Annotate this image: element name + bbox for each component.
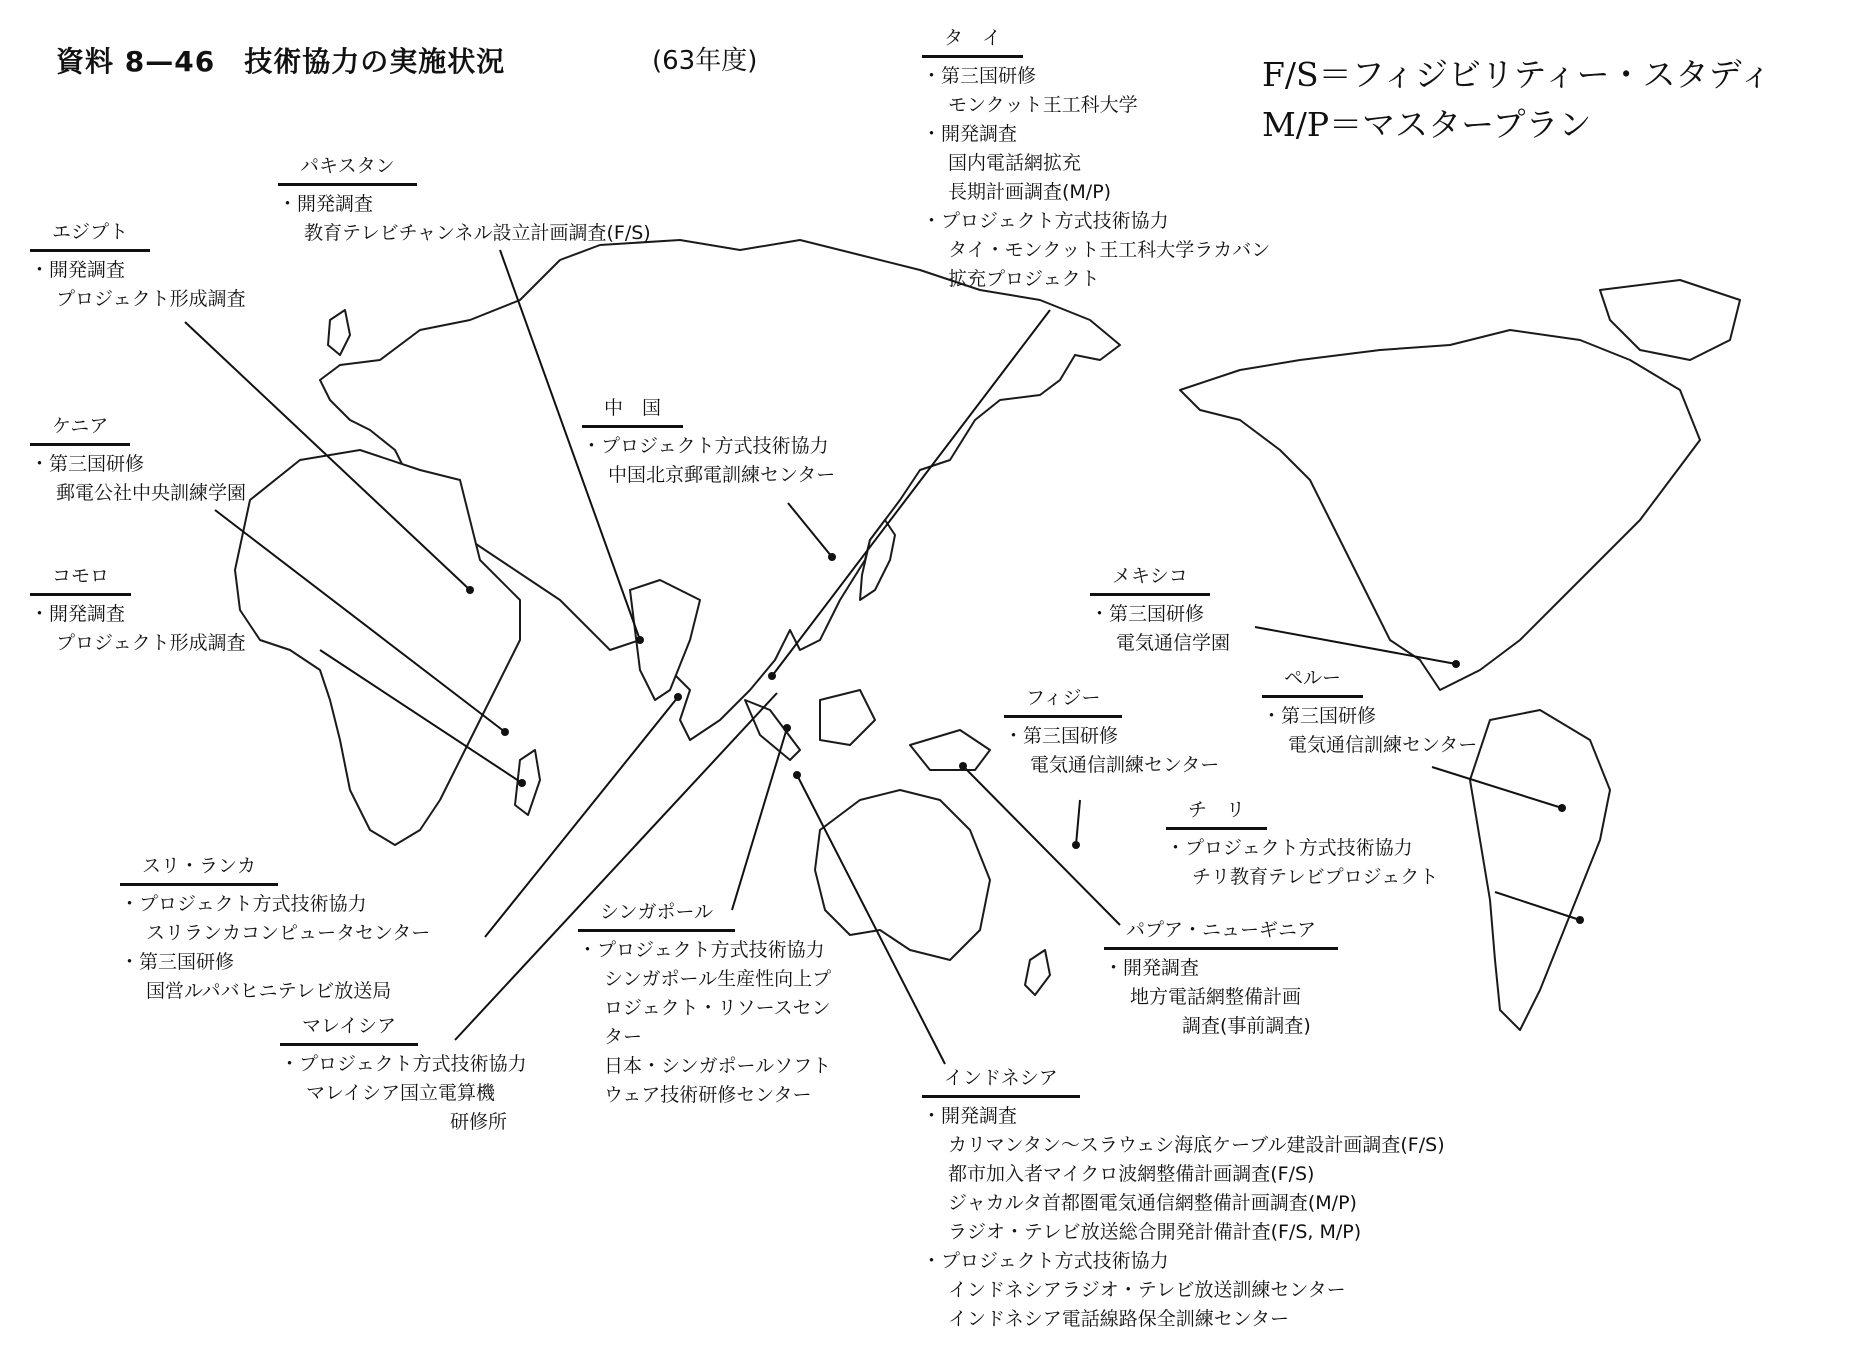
- category-label: ・ 開発調査: [30, 600, 246, 629]
- country-name: ケニア: [30, 412, 130, 446]
- project-label: タイ・モンクット王工科大学ラカバン: [948, 239, 1271, 261]
- country-box-peru: [1262, 664, 1477, 760]
- category-label: ・ プロジェクト方式技術協力: [922, 1247, 1445, 1276]
- location-dot-srilanka: [674, 693, 682, 701]
- project-label: 国営ルパバヒニテレビ放送局: [146, 980, 392, 1002]
- project-label: 電気通信訓練センター: [1030, 754, 1220, 776]
- project-label: スリランカコンピュータセンター: [146, 922, 431, 944]
- category-label: ・ 開発調査: [1104, 954, 1338, 983]
- country-name: インドネシア: [922, 1064, 1080, 1098]
- country-name: パキスタン: [278, 152, 417, 186]
- location-dot-indonesia: [793, 771, 801, 779]
- project-label: ター: [604, 1026, 643, 1048]
- country-name: エジプト: [30, 218, 150, 252]
- country-name: チ リ: [1166, 796, 1267, 830]
- location-dot-png: [959, 762, 967, 770]
- country-box-png: [1104, 916, 1338, 1041]
- sumatra-island: [745, 700, 800, 760]
- location-dot-thailand: [768, 672, 776, 680]
- project-label: 中国北京郵電訓練センター: [608, 464, 836, 486]
- country-box-comoros: [30, 562, 246, 658]
- location-dot-egypt: [466, 586, 474, 594]
- location-dot-pakistan: [636, 636, 644, 644]
- category-label: ・ 第三国研修: [1262, 702, 1477, 731]
- legend-mp: M/P＝マスタープラン: [1262, 105, 1592, 144]
- country-name: ペルー: [1262, 664, 1363, 698]
- category-label: ・ 開発調査: [922, 120, 1270, 149]
- category-label: ・ 第三国研修: [30, 450, 246, 479]
- country-name: 中 国: [582, 394, 683, 428]
- new-zealand-island: [1025, 950, 1050, 995]
- fiscal-year: (63年度): [652, 46, 758, 76]
- legend-fs: F/S＝フィジビリティー・スタディ: [1262, 55, 1773, 94]
- country-box-singapore: [578, 898, 831, 1110]
- project-label: インドネシアラジオ・テレビ放送訓練センター: [948, 1279, 1346, 1301]
- country-box-pakistan: [278, 152, 651, 248]
- project-label: ラジオ・テレビ放送総合開発計備計査(F/S, M/P): [948, 1221, 1362, 1243]
- country-box-fiji: [1004, 684, 1219, 780]
- new-guinea-island: [910, 730, 990, 770]
- location-dot-fiji: [1072, 841, 1080, 849]
- location-dot-peru: [1558, 804, 1566, 812]
- country-name: メキシコ: [1090, 562, 1210, 596]
- country-box-egypt: [30, 218, 246, 314]
- project-label: 長期計画調査(M/P): [948, 181, 1112, 203]
- project-label: モンクット王工科大学: [948, 94, 1138, 116]
- country-name: フィジー: [1004, 684, 1122, 718]
- country-box-thailand: [922, 24, 1270, 294]
- category-label: ・ プロジェクト方式技術協力: [922, 207, 1270, 236]
- category-label: ・ プロジェクト方式技術協力: [578, 936, 831, 965]
- category-label: ・ プロジェクト方式技術協力: [120, 890, 430, 919]
- category-label: ・ 開発調査: [30, 256, 246, 285]
- country-name: シンガポール: [578, 898, 735, 932]
- project-label: 電気通信訓練センター: [1288, 734, 1478, 756]
- country-box-mexico: [1090, 562, 1230, 658]
- category-label: ・ 第三国研修: [1090, 600, 1230, 629]
- country-name: コモロ: [30, 562, 131, 596]
- country-name: マレイシア: [280, 1012, 418, 1046]
- project-label: 調査(事前調査): [1182, 1015, 1311, 1037]
- project-label: 地方電話網整備計画: [1130, 986, 1302, 1008]
- leader-line-fiji: [1076, 800, 1080, 845]
- country-box-kenya: [30, 412, 246, 508]
- category-label: ・ 開発調査: [278, 190, 651, 219]
- australia-landmass: [815, 790, 990, 960]
- category-label: ・ 開発調査: [922, 1102, 1445, 1131]
- location-dot-comoros: [518, 779, 526, 787]
- category-label: ・ 第三国研修: [120, 948, 430, 977]
- page-title: 資料 8—46 技術協力の実施状況: [56, 45, 506, 78]
- country-box-malaysia: [280, 1012, 527, 1137]
- project-label: 郵電公社中央訓練学園: [56, 482, 247, 504]
- greenland-island: [1600, 280, 1740, 360]
- country-box-china: [582, 394, 835, 490]
- category-label: ・ プロジェクト方式技術協力: [280, 1050, 527, 1079]
- project-label: ウェア技術研修センター: [604, 1084, 812, 1106]
- country-name: パプア・ニューギニア: [1104, 916, 1338, 950]
- category-label: ・ プロジェクト方式技術協力: [582, 432, 835, 461]
- country-box-srilanka: [120, 852, 430, 1006]
- britain-island: [328, 310, 350, 355]
- location-dot-china: [828, 553, 836, 561]
- south-america-landmass: [1470, 710, 1610, 1030]
- project-label: シンガポール生産性向上プ: [604, 968, 832, 990]
- location-dot-kenya: [501, 728, 509, 736]
- project-label: 国内電話網拡充: [948, 152, 1082, 174]
- country-name: タ イ: [922, 24, 1023, 58]
- project-label: ジャカルタ首都圏電気通信網整備計画調査(M/P): [948, 1192, 1357, 1214]
- project-label: プロジェクト形成調査: [56, 288, 246, 310]
- location-dot-chile: [1576, 916, 1584, 924]
- project-label: プロジェクト形成調査: [56, 632, 246, 654]
- country-box-chile: [1166, 796, 1438, 892]
- project-label: カリマンタン～スラウェシ海底ケーブル建設計画調査(F/S): [948, 1134, 1445, 1156]
- project-label: 教育テレビチャンネル設立計画調査(F/S): [304, 222, 651, 244]
- category-label: ・ 第三国研修: [1004, 722, 1219, 751]
- category-label: ・ プロジェクト方式技術協力: [1166, 834, 1438, 863]
- country-box-indonesia: [922, 1064, 1445, 1334]
- project-label: ロジェクト・リソースセン: [604, 997, 831, 1019]
- project-label: マレイシア国立電算機: [306, 1082, 496, 1104]
- project-label: 都市加入者マイクロ波網整備計画調査(F/S): [948, 1163, 1315, 1185]
- abbreviation-legend: [1262, 50, 1772, 150]
- country-name: スリ・ランカ: [120, 852, 278, 886]
- project-label: 日本・シンガポールソフト: [604, 1055, 832, 1077]
- category-label: ・ 第三国研修: [922, 62, 1270, 91]
- location-dot-singapore: [783, 724, 791, 732]
- borneo-island: [820, 690, 875, 745]
- leader-line-singapore: [732, 728, 787, 910]
- project-label: 電気通信学園: [1116, 632, 1231, 654]
- project-label: 研修所: [450, 1111, 508, 1133]
- north-america-landmass: [1180, 330, 1700, 690]
- project-label: 拡充プロジェクト: [948, 268, 1100, 290]
- project-label: チリ教育テレビプロジェクト: [1192, 866, 1439, 888]
- project-label: インドネシア電話線路保全訓練センター: [948, 1308, 1290, 1330]
